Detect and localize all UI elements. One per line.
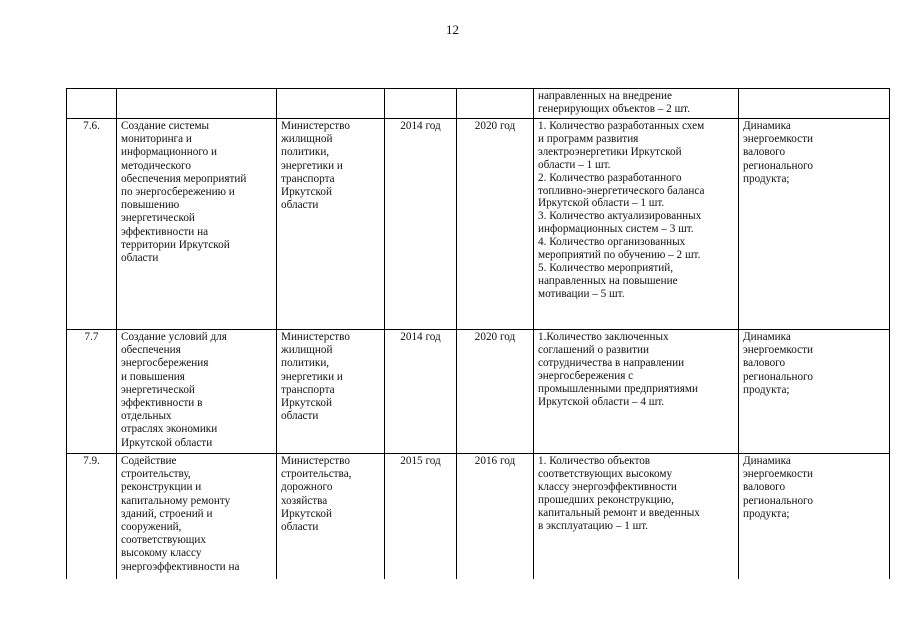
cell-indicator: Динамика энергоемкости валового регионального продукта; (739, 330, 890, 454)
table-row (67, 330, 890, 454)
cell-title: Создание условий для обеспечения энергосбережения и повышения энергетической эффективности в отдельных отраслях экономики Иркутской области (117, 330, 277, 454)
page-number: 12 (446, 22, 459, 37)
cell-results: 1.Количество заключенных соглашений о развитии сотрудничества в направлении энергосбережения с промышленными предприятиями Иркутской области – 4 шт. (534, 330, 739, 454)
cell-results: 1. Количество объектов соответствующих высокому классу энергоэффективности прошедших реконструкцию, капитальный ремонт и введенных в эксплуатацию – 1 шт. (534, 454, 739, 580)
cell-results: 1. Количество разработанных схем и программ развития электроэнергетики Иркутской области – 1 шт. 2. Количество разработанного топливно-энергетического баланса Иркутской области – 1 шт. 3. Количество актуализированных информационных систем – 3 шт. 4. Количество организованных мероприятий по обучению – 2 шт. 5. Количество мероприятий, направленных на повышение мотивации – 5 шт. (534, 119, 739, 330)
cell-end-year: 2016 год (457, 454, 534, 580)
cell-end-year (457, 89, 534, 119)
cell-indicator (739, 89, 890, 119)
cell-indicator: Динамика энергоемкости валового регионального продукта; (739, 454, 890, 580)
cell-executor: Министерство жилищной политики, энергетики и транспорта Иркутской области (277, 330, 385, 454)
cell-num: 7.9. (67, 454, 117, 580)
cell-title (117, 89, 277, 119)
cell-num: 7.7 (67, 330, 117, 454)
cell-executor: Министерство жилищной политики, энергетики и транспорта Иркутской области (277, 119, 385, 330)
cell-start-year: 2015 год (385, 454, 457, 580)
measures-table (66, 88, 890, 579)
cell-title: Содействие строительству, реконструкции и капитальному ремонту зданий, строений и сооружений, соответствующих высокому классу энергоэффективности на (117, 454, 277, 580)
cell-title: Создание системы мониторинга и информационного и методического обеспечения мероприятий по энергосбережению и повышению энергетической эффективности на территории Иркутской области (117, 119, 277, 330)
table-row (67, 454, 890, 580)
cell-executor (277, 89, 385, 119)
cell-executor: Министерство строительства, дорожного хозяйства Иркутской области (277, 454, 385, 580)
table-row (67, 119, 890, 330)
cell-end-year: 2020 год (457, 330, 534, 454)
cell-start-year (385, 89, 457, 119)
cell-start-year: 2014 год (385, 119, 457, 330)
cell-num: 7.6. (67, 119, 117, 330)
cell-results: направленных на внедрение генерирующих объектов – 2 шт. (534, 89, 739, 119)
cell-num (67, 89, 117, 119)
cell-indicator: Динамика энергоемкости валового регионального продукта; (739, 119, 890, 330)
cell-start-year: 2014 год (385, 330, 457, 454)
table-row-continuation (67, 89, 890, 119)
cell-end-year: 2020 год (457, 119, 534, 330)
